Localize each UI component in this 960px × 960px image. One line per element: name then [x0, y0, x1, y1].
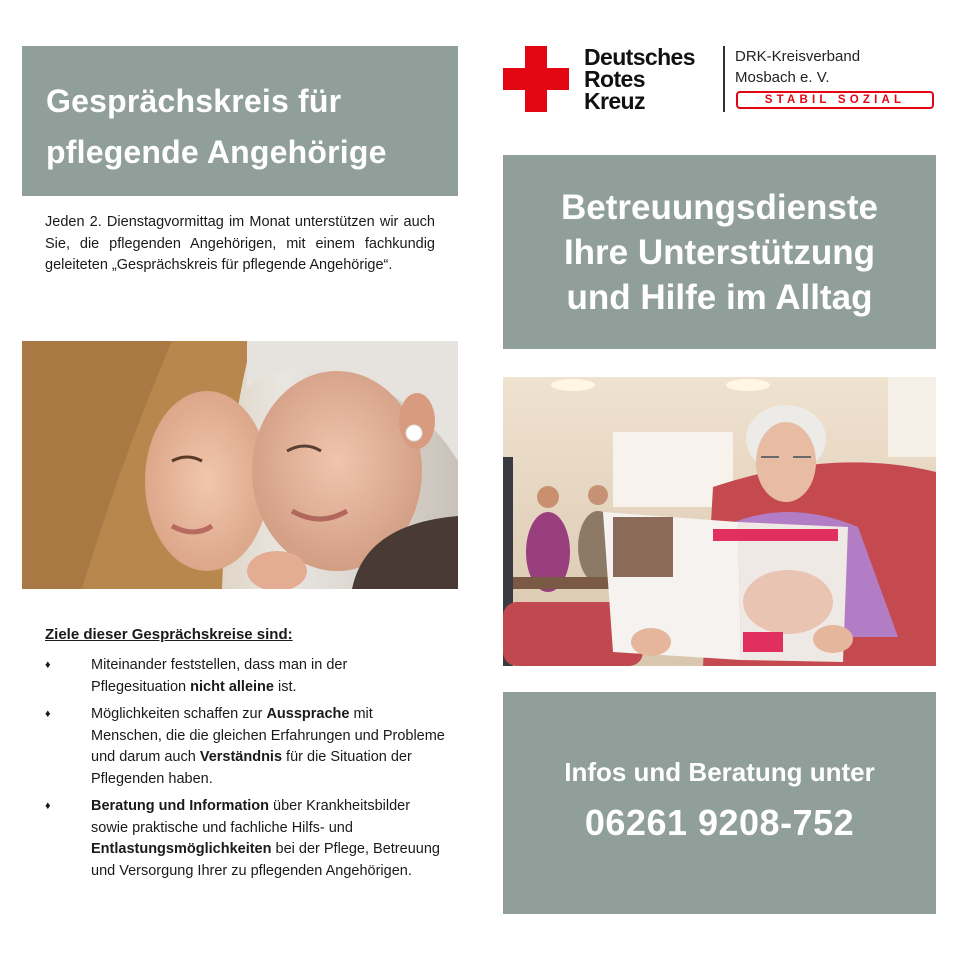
- photo-daughter-and-mother: [22, 341, 458, 589]
- logo-name-line-2: Rotes: [584, 66, 645, 92]
- goal-2-text-c: für die Situation der Pflegenden haben.: [91, 749, 412, 787]
- goal-item-2: [45, 704, 445, 790]
- diamond-bullet-icon: ♦: [45, 659, 51, 671]
- logo-name-line-1: Deutsches: [584, 44, 695, 70]
- drk-logo: [503, 46, 943, 116]
- logo-name-line-3: Kreuz: [584, 88, 645, 114]
- logo-organization: [735, 46, 860, 88]
- phone-number[interactable]: 06261 9208-752: [584, 801, 855, 843]
- logo-divider: [723, 46, 725, 112]
- photo-senior-reading: [503, 377, 936, 666]
- goal-3-text-a: über Krankheitsbilder sowie praktische und fachliche Hilfs- und: [91, 798, 411, 836]
- left-header-line-1: Gesprächskreis für: [46, 83, 342, 119]
- goal-3-bold-b: Entlastungsmöglichkeiten: [91, 841, 272, 857]
- goal-2-bold-b: Verständnis: [199, 749, 283, 765]
- goal-2-text-a: Möglichkeiten schaffen zur: [91, 706, 267, 722]
- goal-2-text-b: mit Menschen, die die gleichen Erfahrungen und Probleme und darum auch: [91, 706, 445, 765]
- right-title-line-1: Betreuungsdienste: [561, 187, 878, 227]
- stabil-sozial-badge: STABIL SOZIAL: [736, 91, 934, 109]
- goal-3-text-b: bei der Pflege, Betreuung und Versorgung Ihrer zu pflegenden Angehörigen.: [91, 841, 440, 879]
- goal-3-bold-a: Beratung und Information: [91, 798, 270, 814]
- intro-paragraph: Jeden 2. Dienstagvormittag im Monat unterstützen wir auch Sie, die pflegenden Angehörigen, mit einem fachkundig geleiteten „Gesprächskreis für pflegende Angehörige“.: [45, 214, 435, 273]
- logo-name: [584, 46, 695, 112]
- right-title-box: [503, 155, 936, 349]
- diamond-bullet-icon: ♦: [45, 800, 51, 812]
- goal-item-1: [45, 655, 445, 698]
- goal-1-text-b: ist.: [273, 678, 297, 695]
- left-header-line-2: pflegende Angehörige: [46, 134, 387, 170]
- diamond-bullet-icon: ♦: [45, 708, 51, 720]
- contact-box: [503, 692, 936, 914]
- left-header-box: [22, 46, 458, 196]
- red-cross-icon: [503, 46, 569, 112]
- logo-org-line-2: Mosbach e. V.: [735, 69, 830, 86]
- contact-label: Infos und Beratung unter: [564, 756, 875, 787]
- right-title-line-2: Ihre Unterstützung: [563, 232, 876, 272]
- logo-org-line-1: DRK-Kreisverband: [735, 48, 861, 65]
- right-title-line-3: und Hilfe im Alltag: [566, 277, 873, 317]
- goal-1-text-a: Miteinander feststellen, dass man in der Pflegesituation: [91, 657, 348, 695]
- goal-2-bold-a: Aussprache: [266, 706, 350, 722]
- goal-1-bold-a: nicht alleine: [190, 678, 274, 695]
- goals-title: Ziele dieser Gesprächskreise sind:: [45, 626, 293, 643]
- goal-item-3: [45, 796, 445, 882]
